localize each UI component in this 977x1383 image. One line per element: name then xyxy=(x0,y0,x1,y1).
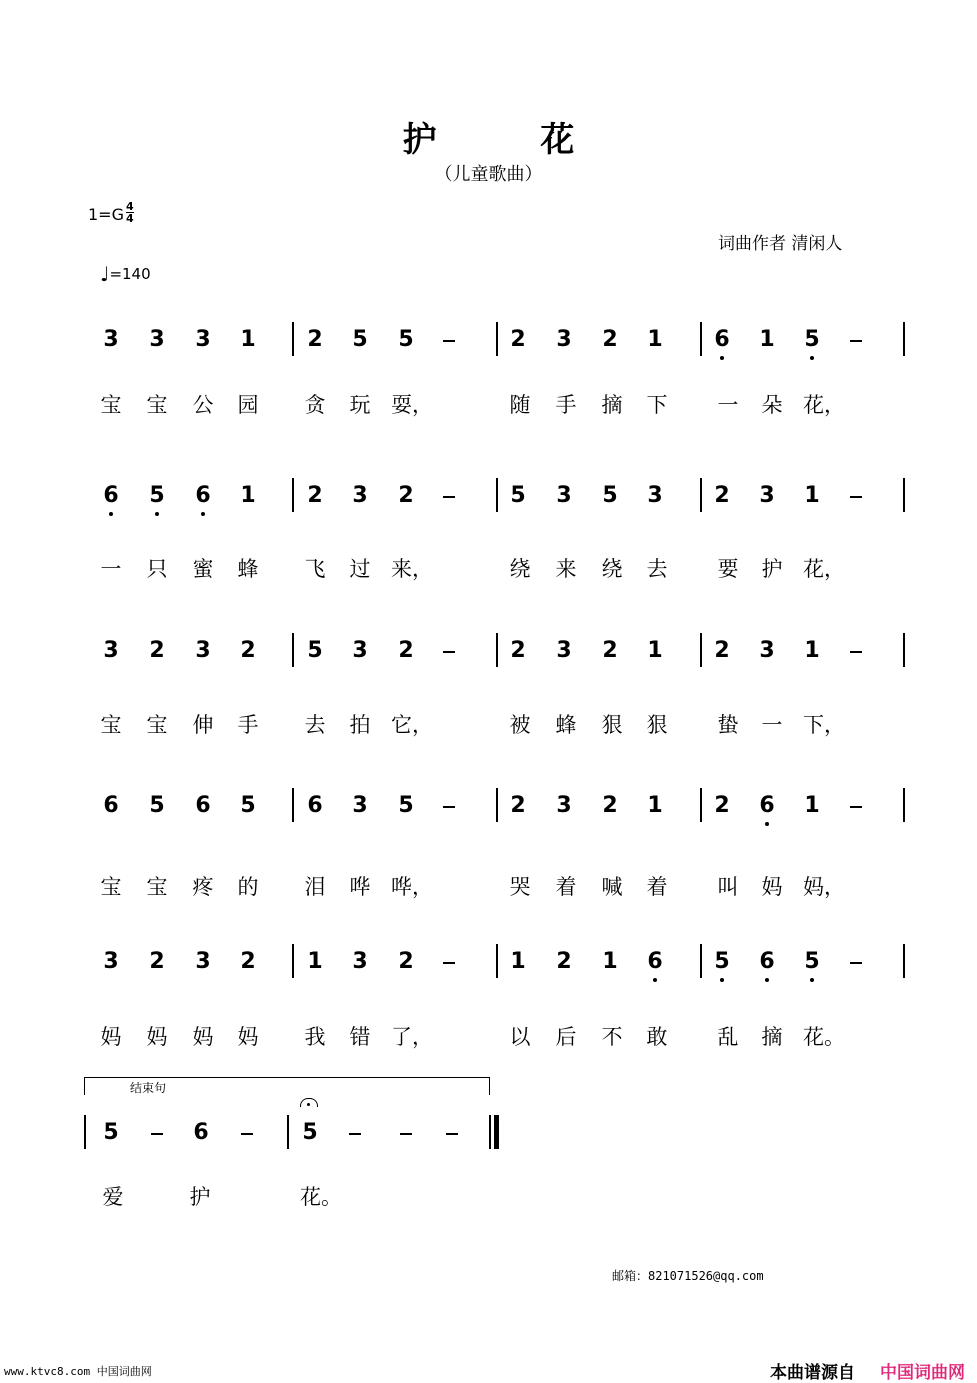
jianpu-note: 1 xyxy=(804,638,820,663)
bar-line xyxy=(84,1115,86,1149)
lyric-syllable: 乱 xyxy=(717,1025,739,1049)
bar-line xyxy=(496,322,498,356)
lyric-syllable: 摘 xyxy=(761,1025,783,1049)
lyric-syllable: 喊 xyxy=(601,875,623,899)
lyric-syllable: 着 xyxy=(555,875,577,899)
lyric-syllable: 敢 xyxy=(646,1025,668,1049)
lyric-syllable: 要 xyxy=(717,557,739,581)
jianpu-note: 2 xyxy=(240,638,256,663)
sustain-dash xyxy=(443,496,455,498)
jianpu-note: 6 xyxy=(710,328,734,352)
lyric-syllable: 花， xyxy=(803,393,845,417)
lyric-syllable: 朵 xyxy=(761,393,783,417)
lyric-syllable: 花。 xyxy=(300,1185,342,1209)
lyric-syllable: 手 xyxy=(237,713,259,737)
sustain-dash xyxy=(850,806,862,808)
lyric-syllable: 后 xyxy=(555,1025,577,1049)
bar-line xyxy=(287,1115,289,1149)
jianpu-note: 3 xyxy=(759,483,775,508)
jianpu-note: 5 xyxy=(800,950,824,974)
lyric-syllable: 花， xyxy=(803,557,845,581)
lyric-syllable: 来， xyxy=(391,557,433,581)
lyric-syllable: 绕 xyxy=(601,557,623,581)
lyric-syllable: 哗， xyxy=(391,875,433,899)
lyric-syllable: 妈 xyxy=(761,875,783,899)
bar-line xyxy=(292,633,294,667)
final-bar-thick xyxy=(494,1115,499,1149)
bar-line xyxy=(700,788,702,822)
lyric-syllable: 妈 xyxy=(192,1025,214,1049)
bar-line xyxy=(496,944,498,978)
lyric-syllable: 贪 xyxy=(304,393,326,417)
lyric-syllable: 护 xyxy=(189,1185,211,1209)
lyric-syllable: 被 xyxy=(509,713,531,737)
lyric-syllable: 哭 xyxy=(509,875,531,899)
jianpu-note: 6 xyxy=(307,793,323,818)
jianpu-note: 2 xyxy=(556,949,572,974)
bar-line xyxy=(292,788,294,822)
jianpu-note: 2 xyxy=(714,483,730,508)
jianpu-note: 3 xyxy=(103,949,119,974)
jianpu-note: 1 xyxy=(240,327,256,352)
lyric-syllable: 它， xyxy=(391,713,433,737)
jianpu-note: 1 xyxy=(240,483,256,508)
tempo-value: =140 xyxy=(109,265,151,283)
jianpu-note: 2 xyxy=(398,483,414,508)
jianpu-note: 2 xyxy=(602,327,618,352)
bar-line xyxy=(903,322,905,356)
lyric-syllable: 下， xyxy=(803,713,845,737)
lyric-syllable: 宝 xyxy=(146,875,168,899)
bar-line xyxy=(903,478,905,512)
lyric-syllable: 宝 xyxy=(146,393,168,417)
lyric-syllable: 妈， xyxy=(803,875,845,899)
bar-line xyxy=(496,478,498,512)
lyric-syllable: 一 xyxy=(100,557,122,581)
jianpu-note: 3 xyxy=(352,793,368,818)
jianpu-note: 6 xyxy=(643,950,667,974)
jianpu-note: 3 xyxy=(352,638,368,663)
bar-line xyxy=(292,944,294,978)
sustain-dash xyxy=(241,1133,253,1135)
jianpu-note: 6 xyxy=(755,950,779,974)
jianpu-note: 1 xyxy=(647,638,663,663)
jianpu-note: 2 xyxy=(510,327,526,352)
sustain-dash xyxy=(151,1133,163,1135)
source-label: 本曲谱源自 xyxy=(770,1363,855,1383)
lyric-syllable: 蛰 xyxy=(717,713,739,737)
key-label: 1=G xyxy=(88,205,124,224)
jianpu-note: 2 xyxy=(240,949,256,974)
jianpu-note: 1 xyxy=(759,327,775,352)
bar-line xyxy=(496,633,498,667)
lyric-syllable: 来 xyxy=(555,557,577,581)
lyric-syllable: 叫 xyxy=(717,875,739,899)
source-site: 中国词曲网 xyxy=(880,1363,965,1383)
lyric-syllable: 宝 xyxy=(146,713,168,737)
lyric-syllable: 的 xyxy=(237,875,259,899)
jianpu-note: 5 xyxy=(352,327,368,352)
lyric-syllable: 宝 xyxy=(100,393,122,417)
lyric-syllable: 狠 xyxy=(601,713,623,737)
lyric-syllable: 蜜 xyxy=(192,557,214,581)
lyric-syllable: 妈 xyxy=(146,1025,168,1049)
lyric-syllable: 以 xyxy=(509,1025,531,1049)
jianpu-note: 3 xyxy=(556,327,572,352)
lyric-syllable: 宝 xyxy=(100,875,122,899)
bar-line xyxy=(700,478,702,512)
jianpu-note: 6 xyxy=(103,793,119,818)
lyric-syllable: 下 xyxy=(646,393,668,417)
jianpu-note: 5 xyxy=(710,950,734,974)
jianpu-note: 5 xyxy=(240,793,256,818)
lyric-syllable: 妈 xyxy=(100,1025,122,1049)
sustain-dash xyxy=(443,962,455,964)
jianpu-note: 5 xyxy=(800,328,824,352)
lyric-syllable: 蜂 xyxy=(237,557,259,581)
lyric-syllable: 了， xyxy=(391,1025,433,1049)
jianpu-note: 5 xyxy=(510,483,526,508)
sustain-dash xyxy=(446,1133,458,1135)
sustain-dash xyxy=(850,962,862,964)
jianpu-note: 5 xyxy=(149,793,165,818)
jianpu-note: 6 xyxy=(755,794,779,818)
final-bar-thin xyxy=(489,1115,491,1149)
jianpu-note: 1 xyxy=(804,483,820,508)
lyric-syllable: 摘 xyxy=(601,393,623,417)
jianpu-note: 3 xyxy=(195,949,211,974)
lyric-syllable: 一 xyxy=(717,393,739,417)
jianpu-note: 2 xyxy=(510,793,526,818)
composer-credit: 词曲作者 清闲人 xyxy=(718,234,843,254)
jianpu-note: 2 xyxy=(510,638,526,663)
jianpu-note: 1 xyxy=(647,327,663,352)
jianpu-note: 3 xyxy=(556,793,572,818)
jianpu-note: 2 xyxy=(149,638,165,663)
jianpu-note: 6 xyxy=(193,1120,209,1145)
jianpu-note: 3 xyxy=(556,483,572,508)
lyric-syllable: 随 xyxy=(509,393,531,417)
song-title: 护 花 xyxy=(402,120,621,160)
jianpu-note: 3 xyxy=(556,638,572,663)
quarter-note-icon: ♩ xyxy=(100,262,110,286)
jianpu-note: 5 xyxy=(145,484,169,508)
jianpu-note: 3 xyxy=(149,327,165,352)
lyric-syllable: 去 xyxy=(304,713,326,737)
lyric-syllable: 我 xyxy=(304,1025,326,1049)
sustain-dash xyxy=(850,496,862,498)
sustain-dash xyxy=(349,1133,361,1135)
bar-line xyxy=(700,322,702,356)
jianpu-note: 5 xyxy=(302,1120,318,1145)
lyric-syllable: 玩 xyxy=(349,393,371,417)
sustain-dash xyxy=(850,651,862,653)
jianpu-note: 6 xyxy=(195,793,211,818)
lyric-syllable: 手 xyxy=(555,393,577,417)
lyric-syllable: 花。 xyxy=(803,1025,845,1049)
jianpu-note: 6 xyxy=(99,484,123,508)
jianpu-note: 2 xyxy=(149,949,165,974)
lyric-syllable: 拍 xyxy=(349,713,371,737)
bar-line xyxy=(496,788,498,822)
jianpu-note: 2 xyxy=(307,483,323,508)
jianpu-note: 5 xyxy=(602,483,618,508)
lyric-syllable: 伸 xyxy=(192,713,214,737)
jianpu-note: 2 xyxy=(714,638,730,663)
lyric-syllable: 耍， xyxy=(391,393,433,417)
jianpu-note: 1 xyxy=(510,949,526,974)
time-signature xyxy=(126,201,134,224)
tempo-marking xyxy=(100,262,151,286)
jianpu-note: 6 xyxy=(191,484,215,508)
bar-line xyxy=(903,788,905,822)
lyric-syllable: 过 xyxy=(349,557,371,581)
time-top: 4 xyxy=(125,200,134,213)
jianpu-note: 3 xyxy=(195,327,211,352)
time-bottom: 4 xyxy=(125,212,134,225)
jianpu-note: 2 xyxy=(307,327,323,352)
jianpu-note: 5 xyxy=(398,327,414,352)
lyric-syllable: 泪 xyxy=(304,875,326,899)
lyric-syllable: 绕 xyxy=(509,557,531,581)
lyric-syllable: 着 xyxy=(646,875,668,899)
lyric-syllable: 公 xyxy=(192,393,214,417)
song-subtitle: （儿童歌曲） xyxy=(434,164,543,185)
jianpu-note: 5 xyxy=(398,793,414,818)
jianpu-note: 2 xyxy=(602,638,618,663)
bar-line xyxy=(292,322,294,356)
bar-line xyxy=(700,633,702,667)
sustain-dash xyxy=(400,1133,412,1135)
jianpu-note: 3 xyxy=(759,638,775,663)
jianpu-note: 5 xyxy=(307,638,323,663)
lyric-syllable: 狠 xyxy=(646,713,668,737)
jianpu-note: 1 xyxy=(602,949,618,974)
jianpu-note: 3 xyxy=(352,483,368,508)
sustain-dash xyxy=(443,651,455,653)
lyric-syllable: 疼 xyxy=(192,875,214,899)
jianpu-note: 2 xyxy=(602,793,618,818)
lyric-syllable: 只 xyxy=(146,557,168,581)
jianpu-note: 1 xyxy=(307,949,323,974)
lyric-syllable: 妈 xyxy=(237,1025,259,1049)
jianpu-note: 2 xyxy=(398,638,414,663)
jianpu-note: 2 xyxy=(714,793,730,818)
jianpu-note: 2 xyxy=(398,949,414,974)
bar-line xyxy=(903,944,905,978)
jianpu-note: 3 xyxy=(647,483,663,508)
lyric-syllable: 一 xyxy=(761,713,783,737)
bar-line xyxy=(292,478,294,512)
jianpu-note: 5 xyxy=(103,1120,119,1145)
lyric-syllable: 去 xyxy=(646,557,668,581)
bar-line xyxy=(700,944,702,978)
jianpu-note: 3 xyxy=(103,638,119,663)
sustain-dash xyxy=(443,340,455,342)
lyric-syllable: 不 xyxy=(601,1025,623,1049)
sustain-dash xyxy=(850,340,862,342)
lyric-syllable: 园 xyxy=(237,393,259,417)
jianpu-note: 3 xyxy=(352,949,368,974)
lyric-syllable: 飞 xyxy=(304,557,326,581)
lyric-syllable: 哗 xyxy=(349,875,371,899)
fermata-dot xyxy=(307,1103,310,1106)
sustain-dash xyxy=(443,806,455,808)
site-watermark: www.ktvc8.com 中国词曲网 xyxy=(4,1365,152,1378)
jianpu-note: 3 xyxy=(195,638,211,663)
key-signature xyxy=(88,200,134,227)
lyric-syllable: 错 xyxy=(349,1025,371,1049)
lyric-syllable: 护 xyxy=(761,557,783,581)
lyric-syllable: 蜂 xyxy=(555,713,577,737)
bar-line xyxy=(903,633,905,667)
ending-label: 结束句 xyxy=(130,1081,167,1095)
jianpu-note: 1 xyxy=(804,793,820,818)
jianpu-note: 1 xyxy=(647,793,663,818)
lyric-syllable: 宝 xyxy=(100,713,122,737)
email-contact: 邮箱：821071526@qq.com xyxy=(612,1269,764,1283)
lyric-syllable: 爱 xyxy=(102,1185,124,1209)
jianpu-note: 3 xyxy=(103,327,119,352)
